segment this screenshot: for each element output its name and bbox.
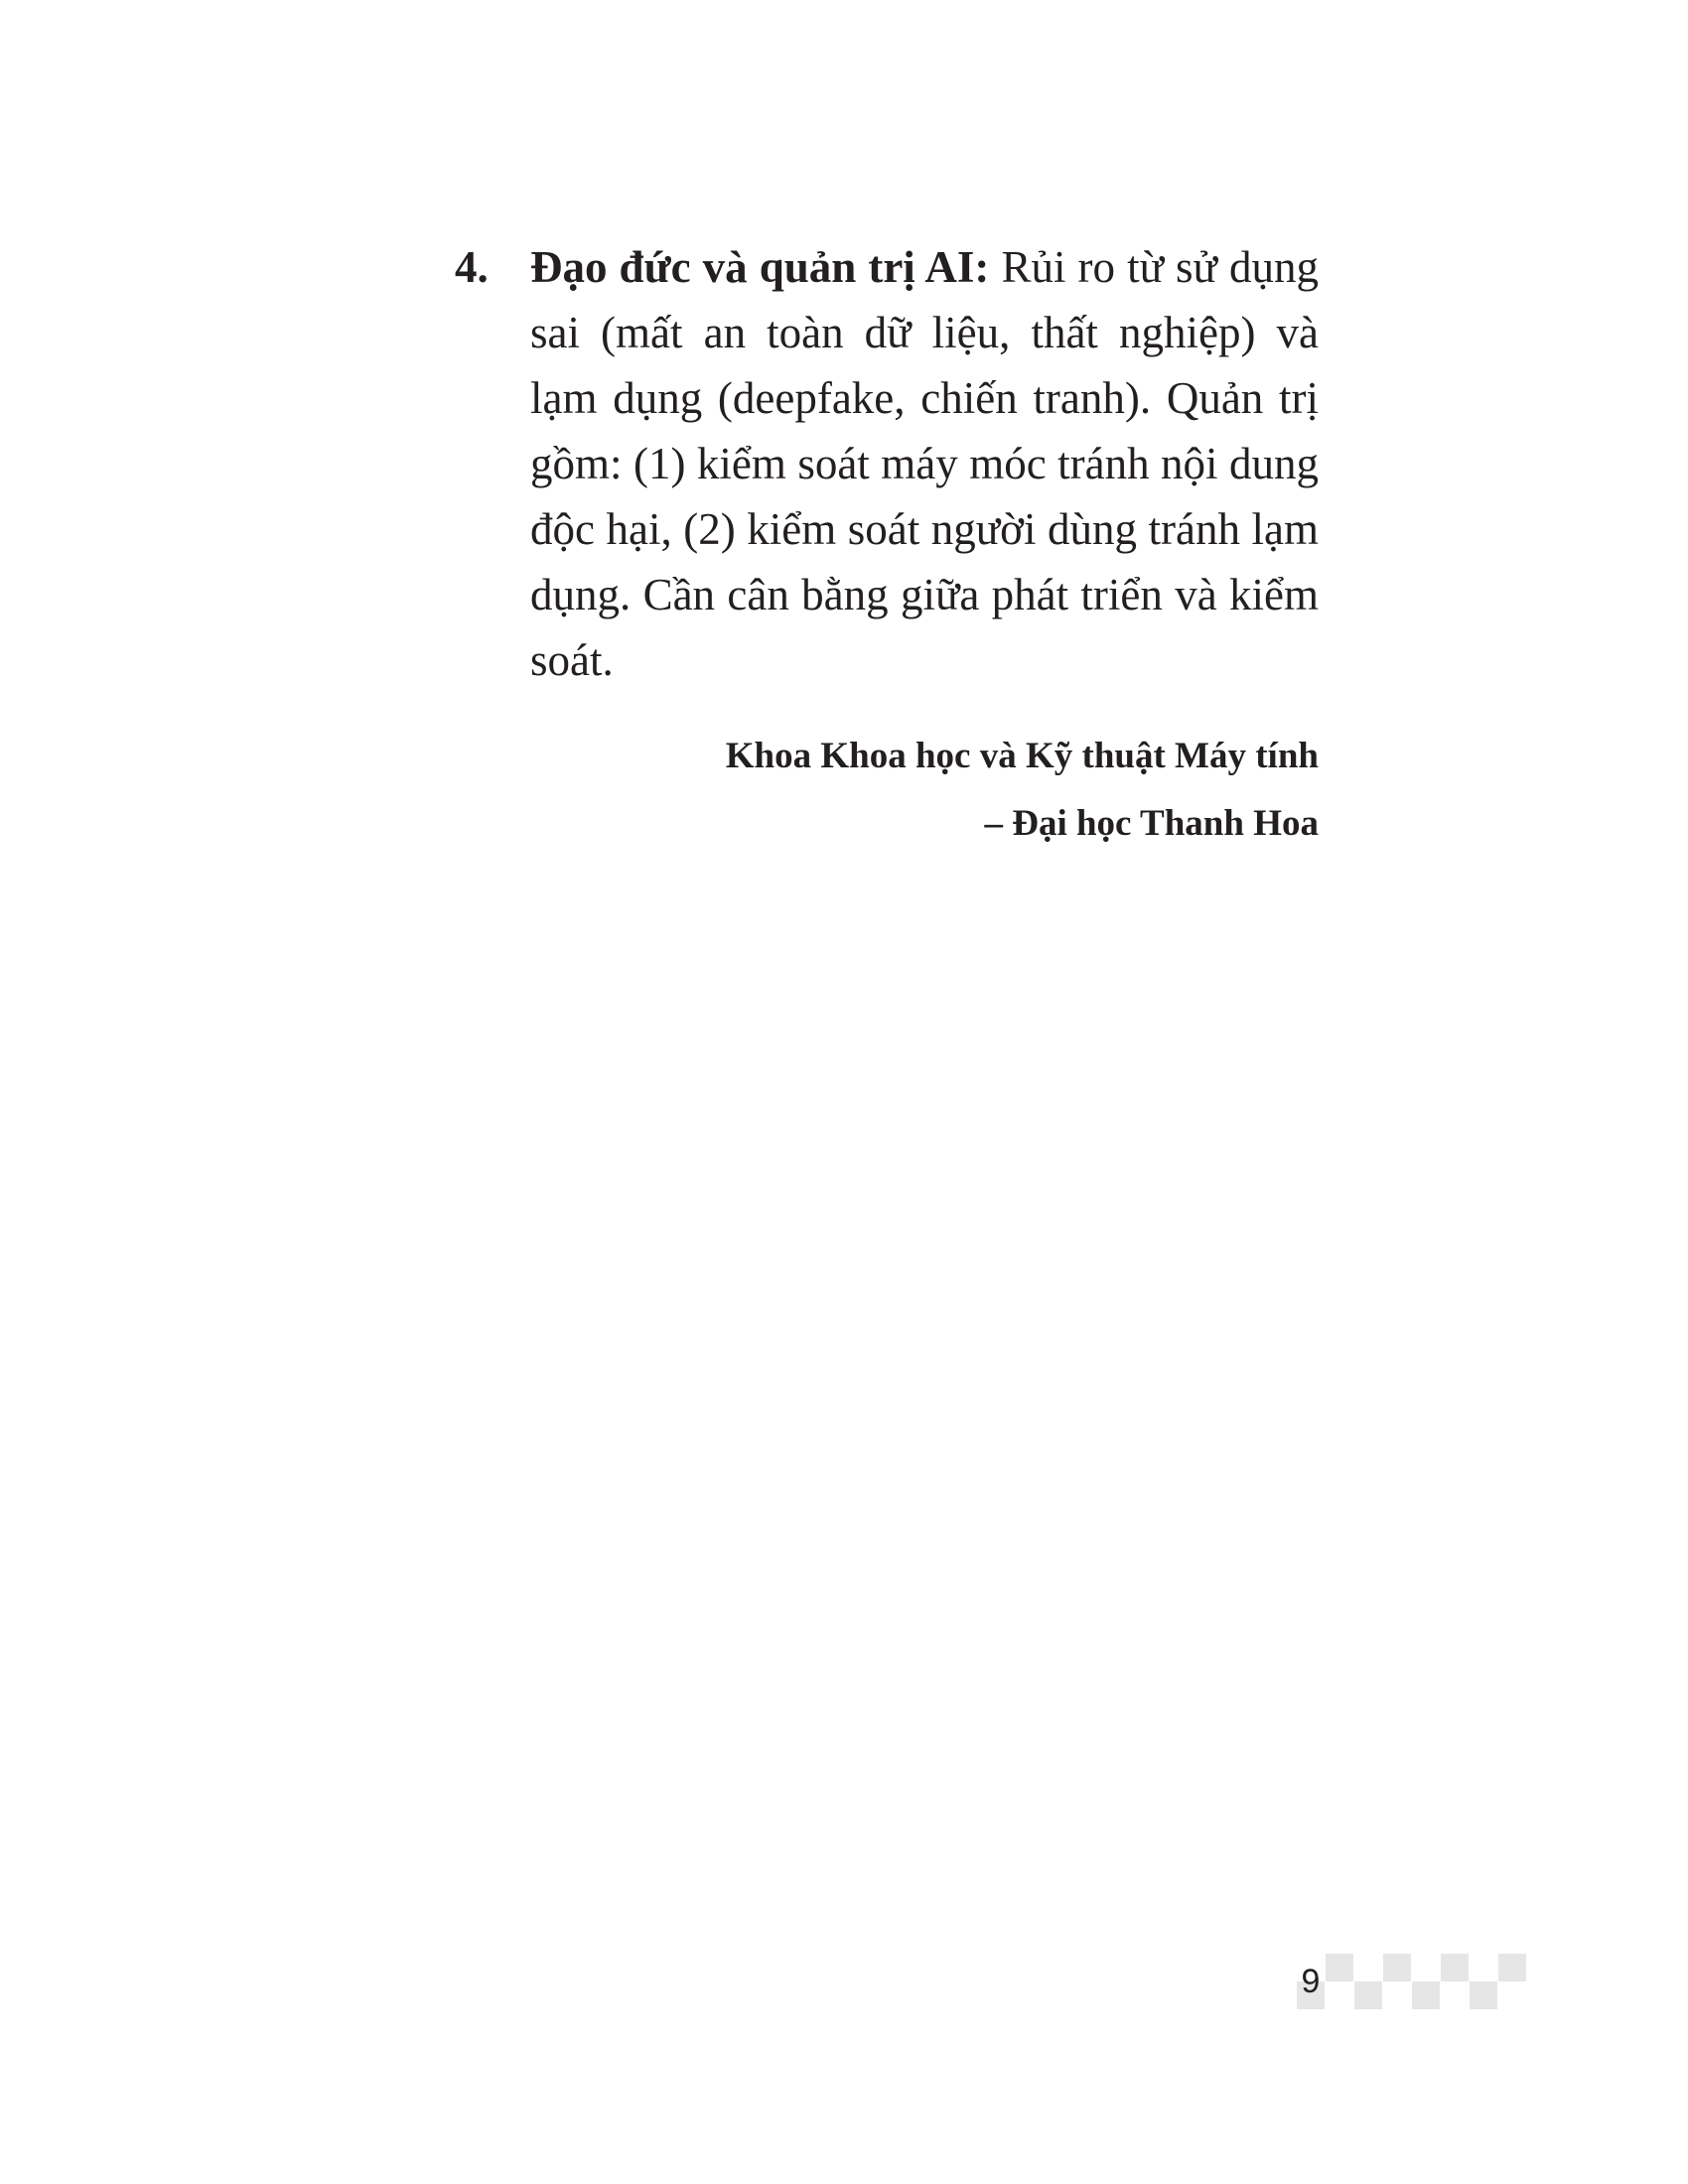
decoration-square [1498,1954,1526,1981]
checkered-footer-decoration [1297,1954,1531,2009]
attribution-line-2: – Đại học Thanh Hoa [984,803,1319,844]
item-heading: Đạo đức và quản trị AI: [530,242,990,292]
decoration-square [1383,1954,1411,1981]
decoration-square [1441,1954,1469,1981]
attribution-line-1: Khoa Khoa học và Kỹ thuật Máy tính [725,736,1319,776]
decoration-square [1412,1981,1440,2009]
item-number: 4. [455,242,489,292]
decoration-square [1354,1981,1382,2009]
item-text: Rủi ro từ sử dụng sai (mất an toàn dữ liệu, thất nghiệp) và lạm dụng (deepfake, chiến tranh). Quản trị gồm: (1) kiểm soát máy móc tránh nội dung độc hại, (2) kiểm soát người dùng tránh lạm dụng. Cần cân bằng giữa phát triển và kiểm soát. [530,242,1320,685]
numbered-item [455,234,1319,693]
decoration-square [1470,1981,1497,2009]
decoration-square [1326,1954,1353,1981]
page-number: 9 [1301,1963,1321,2000]
item-body [530,234,1319,693]
attribution [530,723,1319,858]
